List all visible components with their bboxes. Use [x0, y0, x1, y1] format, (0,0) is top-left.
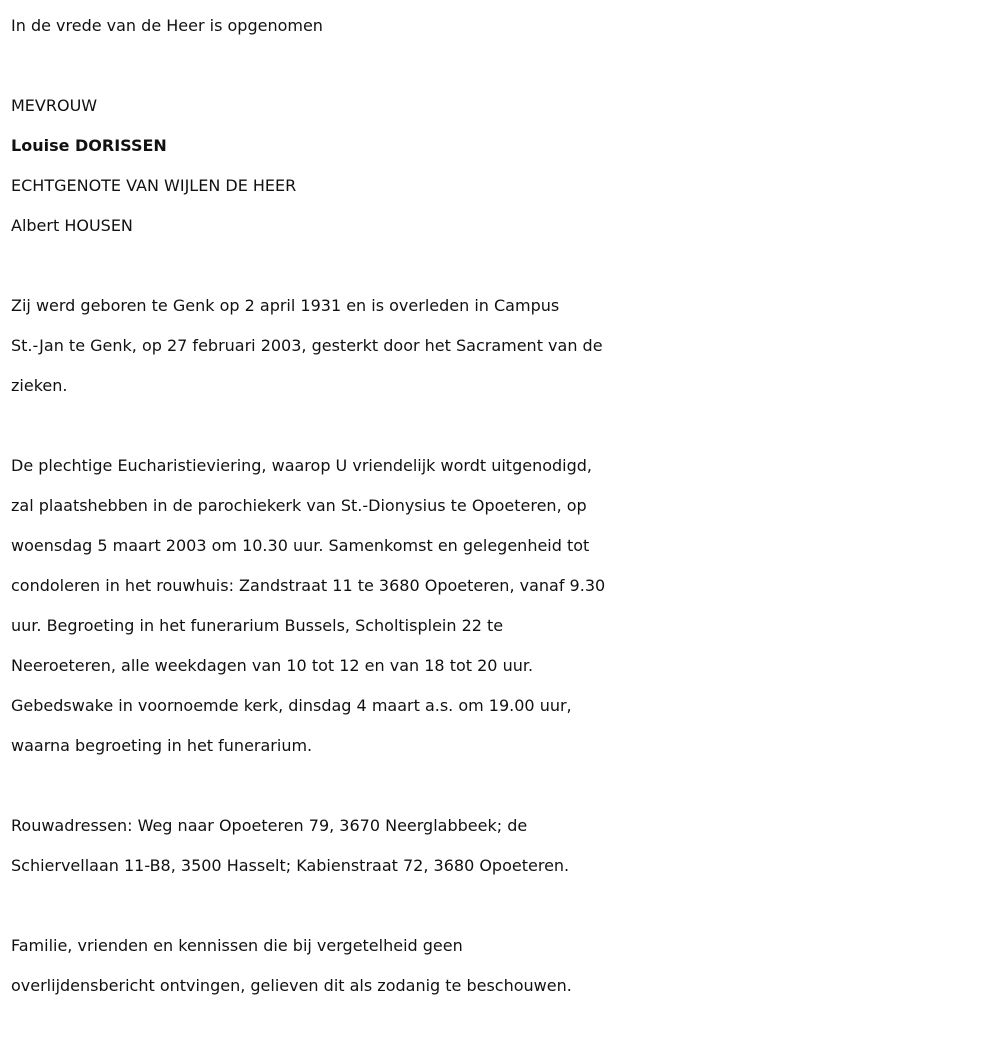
notice-paragraph — [11, 926, 991, 1006]
paragraph-line: condoleren in het rouwhuis: Zandstraat 11 te 3680 Opoeteren, vanaf 9.30 — [11, 576, 606, 595]
paragraph-line: Zij werd geboren te Genk op 2 april 1931 en is overleden in Campus — [11, 296, 560, 315]
obituary-notice — [11, 6, 991, 1006]
paragraph-line: overlijdensbericht ontvingen, gelieven dit als zodanig te beschouwen. — [11, 976, 572, 995]
spacer — [11, 886, 991, 926]
paragraph-line: uur. Begroeting in het funerarium Bussels, Scholtisplein 22 te — [11, 616, 504, 635]
paragraph-line: Rouwadressen: Weg naar Opoeteren 79, 3670 Neerglabbeek; de — [11, 816, 528, 835]
intro-line: In de vrede van de Heer is opgenomen — [11, 16, 323, 35]
paragraph-line: Gebedswake in voornoemde kerk, dinsdag 4 maart a.s. om 19.00 uur, — [11, 696, 572, 715]
paragraph-line: zal plaatshebben in de parochiekerk van St.-Dionysius te Opoeteren, op — [11, 496, 587, 515]
spacer — [11, 46, 991, 86]
paragraph-line: waarna begroeting in het funerarium. — [11, 736, 313, 755]
birth-death-paragraph — [11, 286, 991, 406]
ceremony-paragraph — [11, 446, 991, 766]
spouse-name: Albert HOUSEN — [11, 216, 133, 235]
deceased-name: Louise DORISSEN — [11, 136, 167, 155]
addresses-paragraph — [11, 806, 991, 886]
paragraph-line: Neeroeteren, alle weekdagen van 10 tot 12 en van 18 tot 20 uur. — [11, 656, 534, 675]
paragraph-line: Familie, vrienden en kennissen die bij vergetelheid geen — [11, 936, 463, 955]
spacer — [11, 246, 991, 286]
spacer — [11, 406, 991, 446]
paragraph-line: Schiervellaan 11-B8, 3500 Hasselt; Kabienstraat 72, 3680 Opoeteren. — [11, 856, 570, 875]
relation-line: ECHTGENOTE VAN WIJLEN DE HEER — [11, 176, 297, 195]
honorific: MEVROUW — [11, 96, 98, 115]
paragraph-line: zieken. — [11, 376, 68, 395]
spacer — [11, 766, 991, 806]
paragraph-line: woensdag 5 maart 2003 om 10.30 uur. Samenkomst en gelegenheid tot — [11, 536, 590, 555]
paragraph-line: De plechtige Eucharistieviering, waarop U vriendelijk wordt uitgenodigd, — [11, 456, 592, 475]
paragraph-line: St.-Jan te Genk, op 27 februari 2003, gesterkt door het Sacrament van de — [11, 336, 603, 355]
